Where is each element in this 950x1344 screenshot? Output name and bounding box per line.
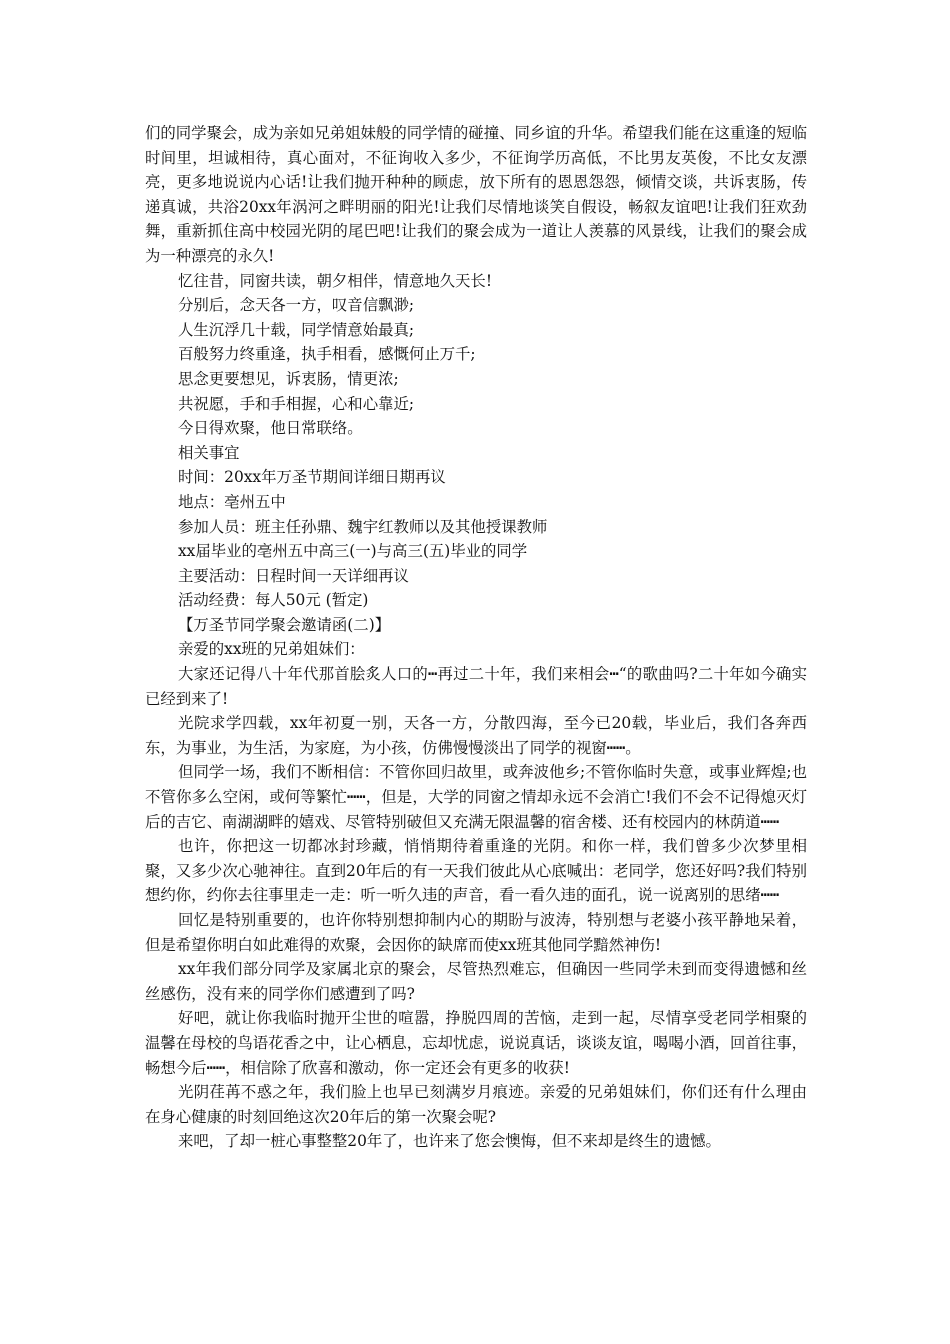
detail-activity: 主要活动：日程时间一天详细再议 [178,566,409,585]
paragraph-poem-line: 忆往昔，同窗共读，朝夕相伴，情意地久天长! [178,271,492,290]
section-heading-details: 相关事宜 [178,443,240,462]
paragraph: xx年我们部分同学及家属北京的聚会，尽管热烈难忘，但确因一些同学未到而变得遗憾和丝丝感伤，没有来的同学你们感遭到了吗? [145,960,807,1003]
paragraph: 大家还记得八十年代那首脍炙人口的┅再过二十年，我们来相会┅“的歌曲吗?二十年如今确实已经到来了! [145,665,807,708]
detail-fee: 活动经费：每人50元 (暂定) [178,591,369,610]
paragraph-poem-line: 人生沉浮几十载，同学情意始最真; [178,320,415,339]
paragraph: 但同学一场，我们不断相信：不管你回归故里，或奔波他乡;不管你临时失意，或事业辉煌;也不管你多么空闲，或何等繁忙┅┅，但是，大学的同窗之情却永远不会消亡!我们不会不记得熄灭灯后的吉它、南湖湖畔的嬉戏、尽管特别破但又充满无限温馨的宿舍楼、还有校园内的林荫道┅┅ [145,763,807,831]
paragraph: 好吧，就让你我临时抛开尘世的喧嚣，挣脱四周的苦恼，走到一起，尽情享受老同学相聚的温馨在母校的鸟语花香之中，让心栖息，忘却忧虑，说说真话，谈谈友谊，喝喝小酒，回首往事，畅想今后┅┅，相信除了欣喜和激动，你一定还会有更多的收获! [145,1009,807,1077]
detail-participants-classes: xx届毕业的亳州五中高三(一)与高三(五)毕业的同学 [178,542,528,561]
paragraph: 也许，你把这一切都冰封珍藏，悄悄期待着重逢的光阴。和你一样，我们曾多少次梦里相聚，又多少次心驰神往。直到20年后的有一天我们彼此从心底喊出：老同学，您还好吗?我们特别想约你，约你去往事里走一走：听一听久违的声音，看一看久违的面孔，说一说离别的思绪┅┅ [145,837,807,905]
paragraph-poem-line: 今日得欢聚，他日常联络。 [178,419,363,438]
detail-time: 时间：20xx年万圣节期间详细日期再议 [178,468,446,487]
paragraph: 光阴荏苒不惑之年，我们脸上也早已刻满岁月痕迹。亲爱的兄弟姐妹们，你们还有什么理由在身心健康的时刻回绝这次20年后的第一次聚会呢? [145,1083,807,1126]
paragraph-poem-line: 共祝愿，手和手相握，心和心靠近; [178,394,415,413]
paragraph: 回忆是特别重要的，也许你特别想抑制内心的期盼与波涛，特别想与老婆小孩平静地呆着，但是希望你明白如此难得的欢聚，会因你的缺席而使xx班其他同学黯然神伤! [145,911,807,954]
paragraph-poem-line: 思念更要想见，诉衷肠，情更浓; [178,369,399,388]
paragraph-continuation: 们的同学聚会，成为亲如兄弟姐妹般的同学情的碰撞、同乡谊的升华。希望我们能在这重逢的短临时间里，坦诚相待，真心面对，不征询收入多少，不征询学历高低，不比男友英俊，不比女友漂亮，更多地说说内心话!让我们抛开种种的顾虑，放下所有的恩恩怨怨，倾情交谈，共诉衷肠，传递真诚，共浴20xx年涡河之畔明丽的阳光!让我们尽情地谈笑自假设，畅叙友谊吧!让我们狂欢劲舞，重新抓住高中校园光阴的尾巴吧!让我们的聚会成为一道让人羡慕的风景线，让我们的聚会成为一种漂亮的永久! [145,124,807,265]
section-title-invitation-2: 【万圣节同学聚会邀请函(二)】 [178,615,391,634]
salutation: 亲爱的xx班的兄弟姐妹们： [178,640,365,659]
detail-location: 地点：亳州五中 [178,492,286,511]
paragraph: 光院求学四载，xx年初夏一别，天各一方，分散四海，至今已20载，毕业后，我们各奔西东，为事业，为生活，为家庭，为小孩，仿佛慢慢淡出了同学的视窗┅┅。 [145,714,807,757]
paragraph-poem-line: 百般努力终重逢，执手相看，感慨何止万千; [178,345,476,364]
detail-participants: 参加人员：班主任孙鼎、魏宇红教师以及其他授课教师 [178,517,548,536]
paragraph-closing: 来吧，了却一桩心事整整20年了，也许来了您会懊悔，但不来却是终生的遗憾。 [178,1132,721,1151]
document-body [145,121,807,1154]
paragraph-poem-line: 分别后，念天各一方，叹音信飘渺; [178,296,415,315]
